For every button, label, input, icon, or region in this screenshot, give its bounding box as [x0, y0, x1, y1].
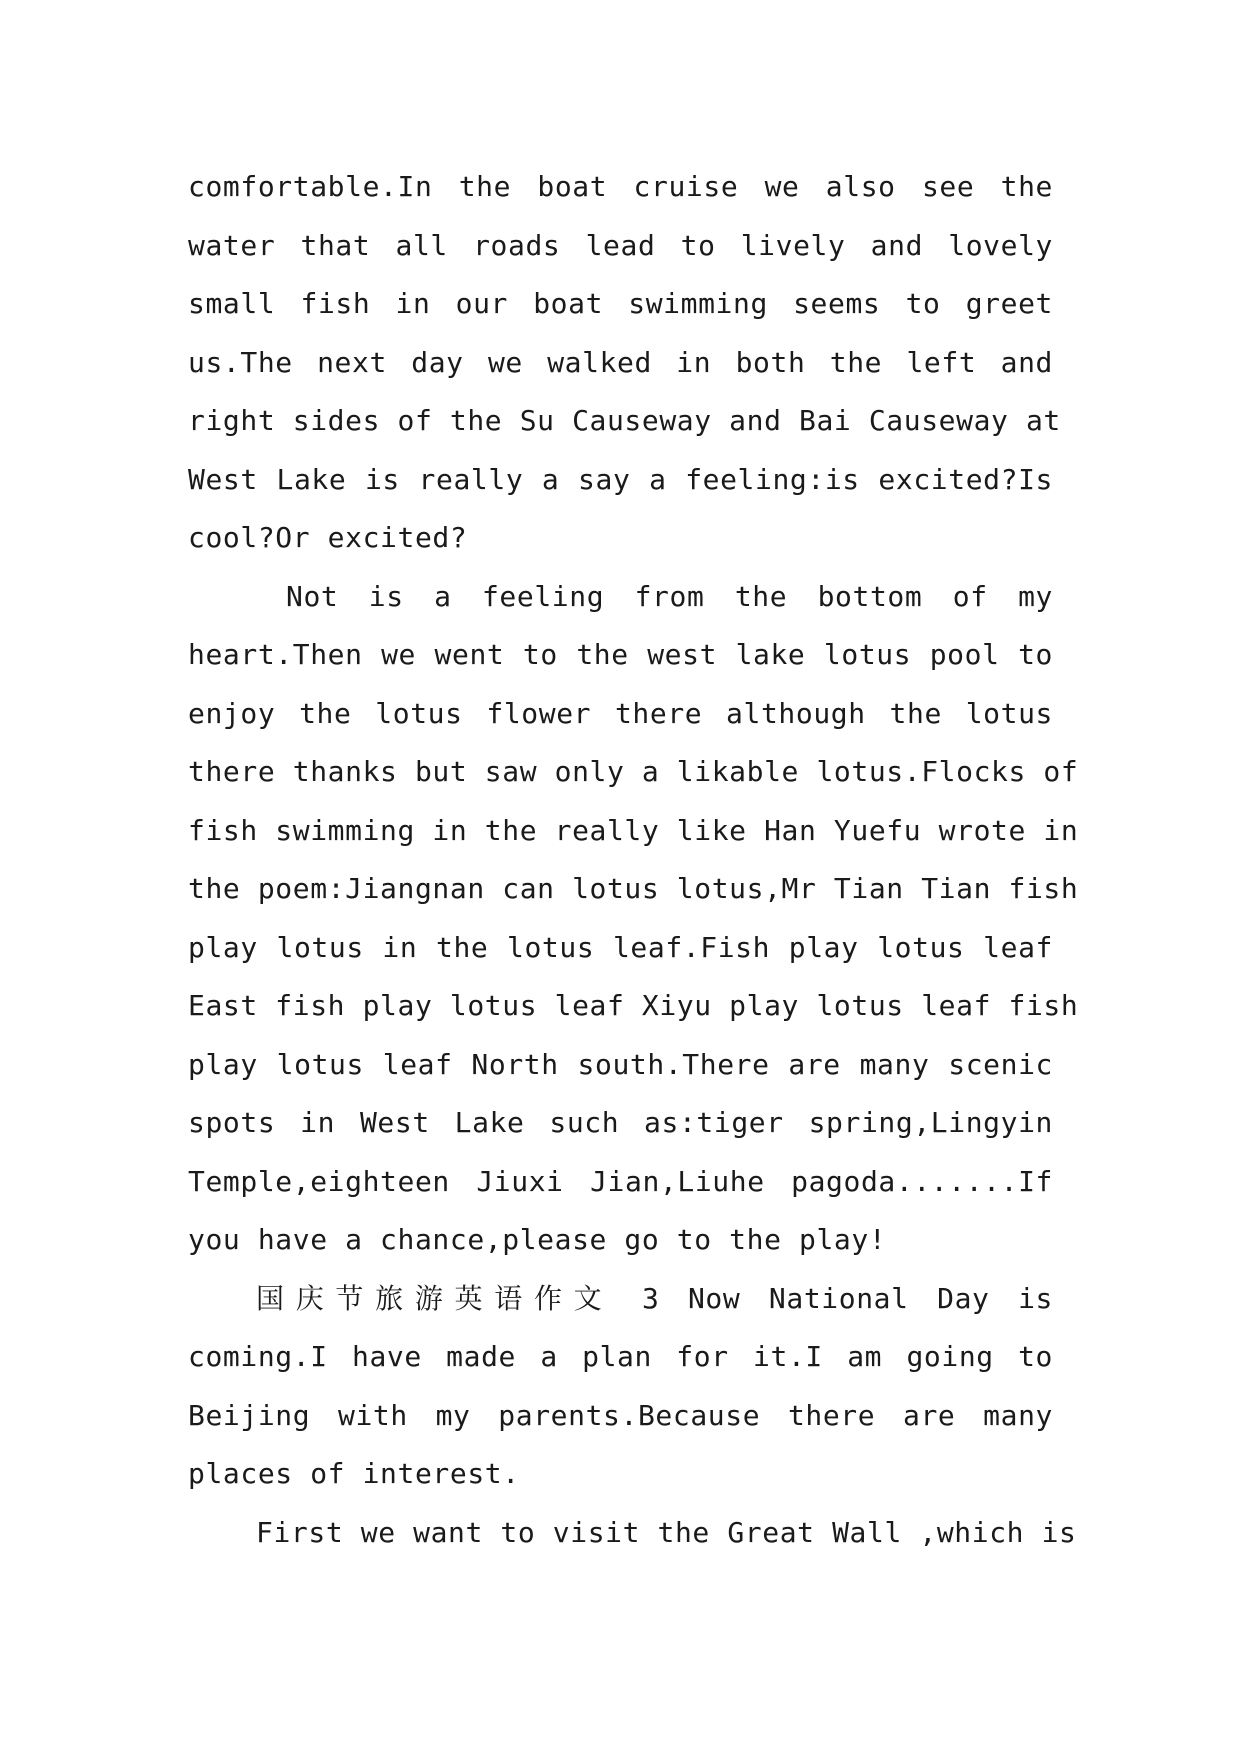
essay-text [188, 158, 1079, 1562]
text-line-24: First we want to visit the Great Wall ,which is [256, 1515, 1077, 1549]
text-line-1: comfortable.In the boat cruise we also see the [188, 170, 1053, 203]
text-line-5: right sides of the Su Causeway and Bai Causeway at [188, 404, 1061, 437]
text-line-9: heart.Then we went to the west lake lotus pool to [188, 638, 1053, 671]
text-line-19: you have a chance,please go to the play! [188, 1223, 887, 1256]
text-line-6: West Lake is really a say a feeling:is excited?Is [188, 462, 1053, 496]
text-line-7: cool?Or excited? [188, 521, 468, 554]
text-line-21: coming.I have made a plan for it.I am going to [188, 1340, 1053, 1373]
text-line-17: spots in West Lake such as:tiger spring,Lingyin [188, 1106, 1053, 1139]
text-line-10: enjoy the lotus flower there although the lotus [188, 696, 1053, 730]
text-line-3: small fish in our boat swimming seems to greet [188, 287, 1053, 320]
text-line-16: play lotus leaf North south.There are many scenic [188, 1047, 1053, 1081]
text-line-13: the poem:Jiangnan can lotus lotus,Mr Tian Tian fish [188, 872, 1079, 905]
paragraph-start-line: Not is a feeling from the bottom of my [286, 579, 1053, 613]
text-line-2: water that all roads lead to lively and lovely [188, 228, 1053, 262]
text-line-23: places of interest. [188, 1457, 520, 1490]
text-line-18: Temple,eighteen Jiuxi Jian,Liuhe pagoda.......If [188, 1164, 1053, 1198]
text-line-4: us.The next day we walked in both the left and [188, 345, 1053, 379]
text-line-12: fish swimming in the really like Han Yuefu wrote in [188, 813, 1079, 847]
text-line-11: there thanks but saw only a likable lotus.Flocks of [188, 755, 1079, 788]
text-line-15: East fish play lotus leaf Xiyu play lotus leaf fish [188, 989, 1079, 1022]
section-heading-line: 国庆节旅游英语作文 3 Now National Day is [256, 1281, 1053, 1315]
text-line-22: Beijing with my parents.Because there are many [188, 1398, 1053, 1432]
text-line-14: play lotus in the lotus leaf.Fish play lotus leaf [188, 930, 1053, 964]
